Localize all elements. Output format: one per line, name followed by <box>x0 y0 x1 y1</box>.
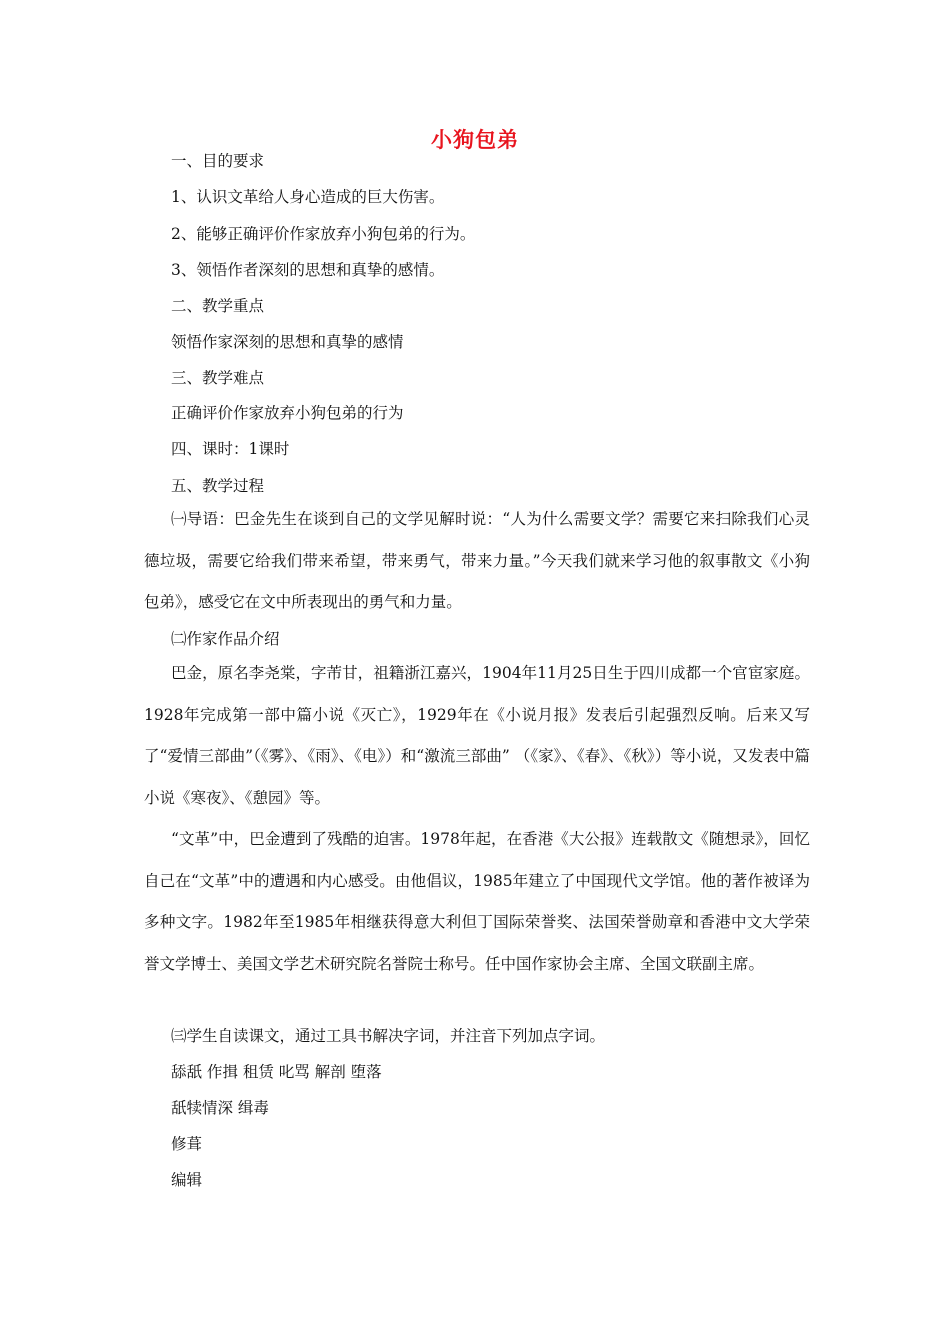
step-self-reading: ㈢学生自读课文，通过工具书解决字词，并注音下列加点字词。 <box>171 1027 606 1045</box>
section-heading-key-points: 二、教学重点 <box>171 297 265 315</box>
section-heading-objectives: 一、目的要求 <box>171 152 265 170</box>
paragraph-intro: ㈠导语：巴金先生在谈到自己的文学见解时说：“人为什么需要文学？需要它来扫除我们心灵德垃圾，需要它给我们带来希望，带来勇气，带来力量。”今天我们就来学习他的叙事散文《小狗包弟》，感受它在文中所表现出的勇气和力量。 <box>144 510 810 611</box>
section-heading-class-hours: 四、课时：1课时 <box>171 440 290 458</box>
vocab-line-4: 编辑 <box>171 1171 203 1189</box>
vocab-line-3: 修葺 <box>171 1135 203 1153</box>
section-heading-difficulty: 三、教学难点 <box>171 369 265 387</box>
difficulty-text: 正确评价作家放弃小狗包弟的行为 <box>171 404 404 422</box>
document-title: 小狗包弟 <box>431 127 519 152</box>
objective-item-1: 1、认识文革给人身心造成的巨大伤害。 <box>171 188 445 206</box>
section-heading-process: 五、教学过程 <box>171 477 265 495</box>
key-point-text: 领悟作家深刻的思想和真挚的感情 <box>171 333 404 351</box>
objective-item-2: 2、能够正确评价作家放弃小狗包弟的行为。 <box>171 225 476 243</box>
paragraph-biography-1: 巴金，原名李尧棠，字芾甘，祖籍浙江嘉兴，1904年11月25日生于四川成都一个官宦家庭。1928年完成第一部中篇小说《灭亡》，1929年在《小说月报》发表后引起强烈反响。后来又写了“爱情三部曲”（《雾》、《雨》、《电》）和“激流三部曲” （《家》、《春》、《秋》）等小说，又发表中篇小说《寒夜》、《憩园》等。 <box>144 664 810 807</box>
vocab-line-2: 舐犊情深 缉毒 <box>171 1099 269 1117</box>
vocab-line-1: 舔舐 作揖 租赁 叱骂 解剖 堕落 <box>171 1063 382 1081</box>
objective-item-3: 3、领悟作者深刻的思想和真挚的感情。 <box>171 261 445 279</box>
step-author-intro: ㈡作家作品介绍 <box>171 630 280 648</box>
paragraph-biography-2: “文革”中，巴金遭到了残酷的迫害。1978年起，在香港《大公报》连载散文《随想录》，回忆自己在“文革”中的遭遇和内心感受。由他倡议，1985年建立了中国现代文学馆。他的著作被译为多种文字。1982年至1985年相继获得意大利但丁国际荣誉奖、法国荣誉勋章和香港中文大学荣誉文学博士、美国文学艺术研究院名誉院士称号。任中国作家协会主席、全国文联副主席。 <box>144 830 810 973</box>
